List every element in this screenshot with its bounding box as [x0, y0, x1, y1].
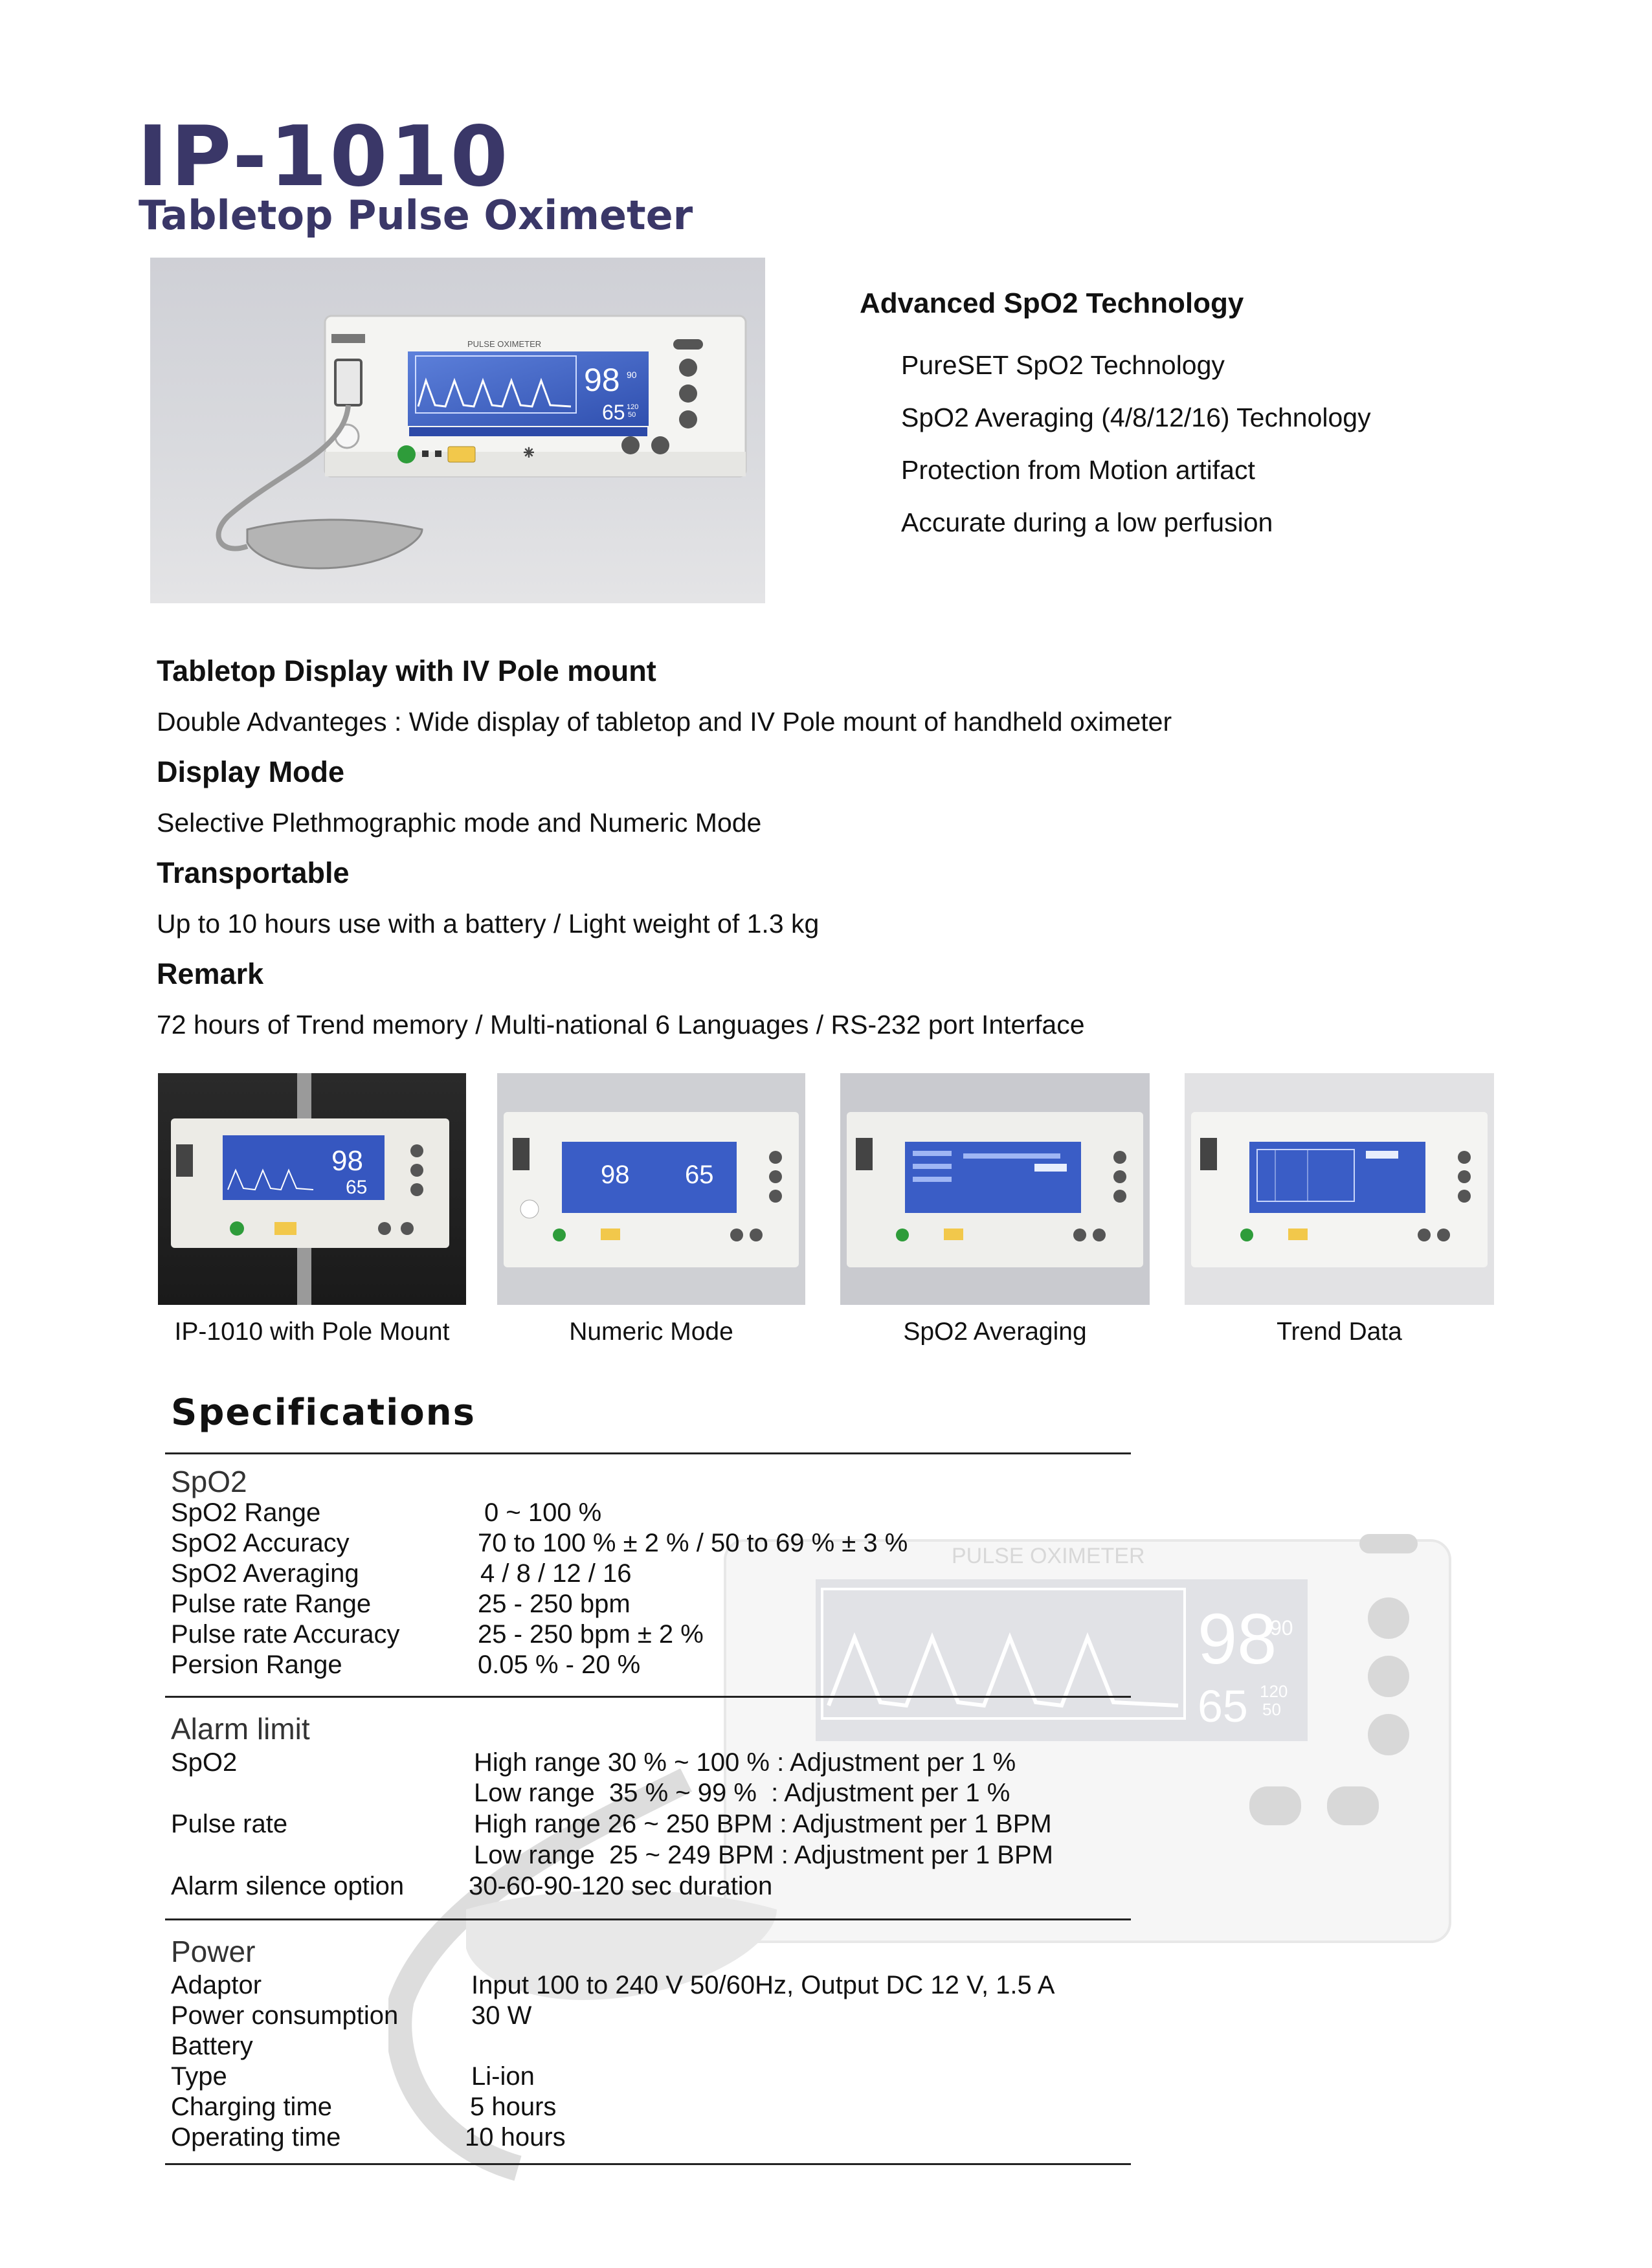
spec-value: High range 26 ~ 250 BPM : Adjustment per 1 BPM — [474, 1810, 1052, 1838]
alarm-indicator-icon: ⁕ — [520, 442, 537, 465]
pulse-readout: 65 — [602, 401, 625, 424]
spec-label: SpO2 Range — [171, 1498, 321, 1527]
spec-value: 25 - 250 bpm ± 2 % — [478, 1620, 704, 1649]
bg-pulse-low: 50 — [1262, 1700, 1281, 1719]
spec-value: Low range 25 ~ 249 BPM : Adjustment per 1 BPM — [474, 1841, 1053, 1869]
feature-item: Accurate during a low perfusion — [901, 507, 1273, 537]
spec-label: Pulse rate — [171, 1810, 288, 1838]
divider — [165, 1918, 1131, 1920]
spec-group-alarm-title: Alarm limit — [171, 1712, 310, 1746]
divider — [165, 2163, 1131, 2165]
bg-pulse-high: 120 — [1260, 1682, 1288, 1701]
thumbnail-spo2-averaging — [840, 1073, 1150, 1305]
bg-panel-label: PULSE OXIMETER — [952, 1544, 1145, 1568]
spec-label: Battery — [171, 2032, 253, 2060]
pulse-low-limit: 50 — [628, 411, 636, 419]
thumbnail-trend-data — [1185, 1073, 1494, 1305]
pulse-high-limit: 120 — [627, 403, 639, 411]
spec-label: Pulse rate Accuracy — [171, 1620, 400, 1649]
spec-group-power-title: Power — [171, 1935, 256, 1968]
spec-label: SpO2 — [171, 1748, 238, 1777]
bg-pulse-readout: 65 — [1198, 1681, 1248, 1731]
device-illustration — [150, 258, 765, 603]
spec-label: Adaptor — [171, 1971, 262, 1999]
thumb-spo2: 98 — [331, 1145, 363, 1177]
feature-item: SpO2 Averaging (4/8/12/16) Technology — [901, 403, 1371, 432]
panel-label: PULSE OXIMETER — [467, 339, 542, 349]
up-button-icon — [679, 359, 697, 377]
spec-label: SpO2 Averaging — [171, 1559, 359, 1588]
feature-item: Protection from Motion artifact — [901, 455, 1255, 485]
thumb-pulse: 65 — [685, 1161, 714, 1189]
spec-value: Input 100 to 240 V 50/60Hz, Output DC 12 V, 1.5 A — [471, 1971, 1055, 1999]
spec-value: High range 30 % ~ 100 % : Adjustment per 1 % — [474, 1748, 1016, 1777]
bg-spo2-readout: 98 — [1198, 1599, 1277, 1679]
spo2-readout: 98 — [584, 362, 620, 398]
divider — [165, 1452, 1131, 1454]
spec-value: 0 ~ 100 % — [484, 1498, 602, 1527]
spec-value: 5 hours — [470, 2093, 557, 2121]
spec-label: Alarm silence option — [171, 1872, 405, 1900]
thumbnail-caption: Trend Data — [1277, 1318, 1402, 1346]
thumbnail-caption: IP-1010 with Pole Mount — [174, 1318, 450, 1346]
features-list — [901, 339, 1371, 549]
info-heading-remark: Remark — [157, 957, 264, 990]
product-model-title: IP-1010 — [137, 109, 511, 205]
spec-value: 70 to 100 % ± 2 % / 50 to 69 % ± 3 % — [478, 1529, 908, 1557]
finger-probe — [247, 520, 422, 568]
spec-value: Li-ion — [471, 2062, 535, 2091]
feature-item: PureSET SpO2 Technology — [901, 350, 1225, 380]
spec-value: 30 W — [471, 2001, 532, 2030]
info-heading-transport: Transportable — [157, 856, 350, 889]
spec-value: 0.05 % - 20 % — [478, 1651, 641, 1679]
thumbnail-pole-mount — [158, 1073, 466, 1305]
hero-device-photo — [150, 258, 765, 603]
spec-label: SpO2 Accuracy — [171, 1529, 350, 1557]
info-section — [157, 646, 1451, 1050]
info-text-display: Double Advanteges : Wide display of tabletop and IV Pole mount of handheld oximeter — [157, 707, 1172, 737]
spec-label: Type — [171, 2062, 227, 2091]
info-text-mode: Selective Plethmographic mode and Numeric Mode — [157, 808, 762, 838]
power-button-icon — [397, 445, 416, 463]
spec-label: Charging time — [171, 2093, 333, 2121]
spec-label: Power consumption — [171, 2001, 399, 2030]
spec-group-spo2-title: SpO2 — [171, 1465, 247, 1498]
thumbnail-caption: Numeric Mode — [569, 1318, 733, 1346]
down-button-icon — [679, 384, 697, 403]
specifications-title: Specifications — [171, 1392, 476, 1434]
divider — [165, 1696, 1131, 1698]
thumb-pulse: 65 — [346, 1177, 368, 1198]
spec-value: 25 - 250 bpm — [478, 1590, 631, 1618]
product-subtitle: Tabletop Pulse Oximeter — [139, 192, 693, 239]
spec-label: Pulse rate Range — [171, 1590, 372, 1618]
spec-value: Low range 35 % ~ 99 % : Adjustment per 1 % — [474, 1779, 1010, 1807]
spec-label: Operating time — [171, 2123, 341, 2151]
menu-button-icon — [679, 410, 697, 428]
spo2-limit: 90 — [627, 370, 637, 380]
thumbnail-numeric-mode — [497, 1073, 805, 1305]
thumbnail-caption: SpO2 Averaging — [903, 1318, 1087, 1346]
info-heading-display: Tabletop Display with IV Pole mount — [157, 654, 656, 687]
info-heading-mode: Display Mode — [157, 755, 345, 788]
bg-spo2-limit: 90 — [1270, 1616, 1293, 1640]
thumb-spo2: 98 — [601, 1161, 630, 1189]
spec-value: 10 hours — [465, 2123, 566, 2151]
info-text-transport: Up to 10 hours use with a battery / Light weight of 1.3 kg — [157, 909, 820, 939]
spec-value: 30-60-90-120 sec duration — [469, 1872, 773, 1900]
info-text-remark: 72 hours of Trend memory / Multi-national 6 Languages / RS-232 port Interface — [157, 1010, 1085, 1040]
spec-label: Persion Range — [171, 1651, 342, 1679]
spec-value: 4 / 8 / 12 / 16 — [480, 1559, 632, 1588]
features-heading: Advanced SpO2 Technology — [860, 287, 1244, 319]
